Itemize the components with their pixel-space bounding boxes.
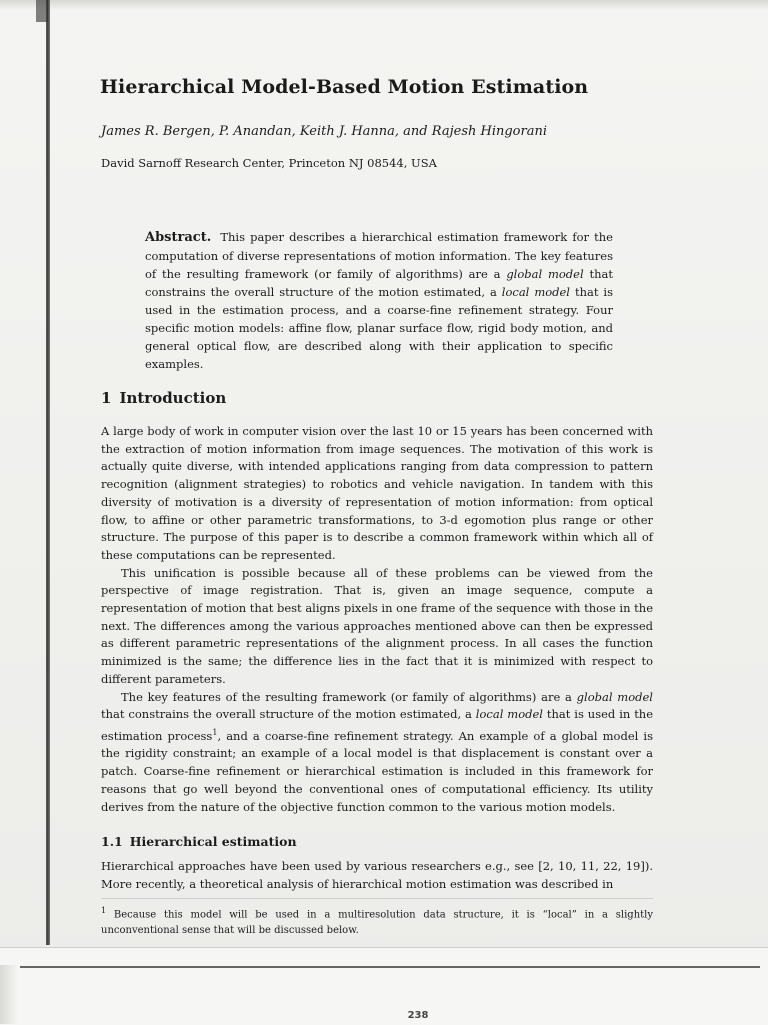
intro-p3-text-d: , and a coarse-fine refinement strategy. An example of a global model is the rigidity constraint; an example of a local model is that displacement is constant over a patch. Coarse-fine refinement or hierarchical estimation is included in this framework for reasons that go well beyond the conventional ones of computational efficiency. Its utility derives from the nature of the objective function common to the various motion models. xyxy=(101,728,653,814)
subsection-heading-hierarchical-estimation xyxy=(101,834,297,849)
section-heading-introduction xyxy=(101,389,226,407)
subsection-title: Hierarchical estimation xyxy=(129,834,297,849)
introduction-body xyxy=(101,423,653,816)
intro-paragraph-1: A large body of work in computer vision over the last 10 or 15 years has been concerned with the extraction of motion information from image sequences. The motivation of this work is actually quite diverse, with intended applications ranging from data compression to pattern recognition (alignment strategies) to robotics and vehicle navigation. In tandem with this diversity of motivation is a diversity of representation of motion information: from optical flow, to affine or other parametric transformations, to 3-d egomotion plus range or other structure. The purpose of this paper is to describe a common framework within which all of these computations can be represented. xyxy=(101,424,653,562)
footnote-rule xyxy=(101,898,653,899)
intro-p3-text-a: The key features of the resulting framework (or family of algorithms) are a xyxy=(121,689,572,704)
paper-title: Hierarchical Model-Based Motion Estimation xyxy=(100,76,589,98)
intro-p3-text-c: that is used in the estimation process xyxy=(101,707,654,743)
abstract-text-2: that constrains the overall structure of the motion estimated, a xyxy=(145,267,613,299)
intro-p3-emphasis-local-model: local model xyxy=(475,707,543,722)
page-edge-rule xyxy=(20,966,760,968)
intro-paragraph-3 xyxy=(101,689,653,817)
binding-fold-line xyxy=(46,0,50,945)
abstract-emphasis-global-model: global model xyxy=(506,267,584,281)
subsection-number: 1.1 xyxy=(101,834,123,849)
section-number: 1 xyxy=(101,389,112,407)
abstract-text-3: that is used in the estimation process, and a coarse-fine refinement strategy. Four specific motion models: affine flow, planar surface flow, rigid body motion, and general optical flow, are described along with their application to specific examples. xyxy=(145,285,614,371)
page-number: 238 xyxy=(407,1010,429,1021)
abstract-text-1: This paper describes a hierarchical estimation framework for the computation of diverse representations of motion information. The key features of the resulting framework (or family of algorithms) are a xyxy=(145,230,613,281)
next-page-edge xyxy=(0,947,768,1025)
top-shadow xyxy=(0,0,768,10)
footnote-reference: 1 xyxy=(212,727,218,737)
footnote-mark: 1 xyxy=(101,906,107,915)
footnote xyxy=(101,903,653,938)
abstract-block xyxy=(145,228,613,373)
scan-edge-mark xyxy=(0,965,18,1024)
section-title: Introduction xyxy=(119,389,227,407)
footnote-text: Because this model will be used in a multiresolution data structure, it is “local” in a slightly unconventional sense that will be discussed below. xyxy=(101,909,653,936)
intro-p3-text-b: that constrains the overall structure of the motion estimated, a xyxy=(101,707,472,722)
abstract-emphasis-local-model: local model xyxy=(501,285,570,299)
subsection-body: Hierarchical approaches have been used by various researchers e.g., see [2, 10, 11, 22, 19]). More recently, a theoretical analysis of hierarchical motion estimation was described in xyxy=(101,859,653,891)
affiliation: David Sarnoff Research Center, Princeton NJ 08544, USA xyxy=(101,156,437,170)
abstract-label: Abstract. xyxy=(145,230,212,245)
intro-p3-emphasis-global-model: global model xyxy=(576,689,653,704)
intro-paragraph-2: This unification is possible because all of these problems can be viewed from the perspective of image registration. That is, given an image sequence, compute a representation of motion that best aligns pixels in one frame of the sequence with those in the next. The differences among the various approaches mentioned above can then be expressed as different parametric representations of the alignment process. In all cases the function minimized is the same; the difference lies in the fact that it is minimized with respect to different parameters. xyxy=(101,565,653,686)
author-list: James R. Bergen, P. Anandan, Keith J. Hanna, and Rajesh Hingorani xyxy=(101,124,548,139)
